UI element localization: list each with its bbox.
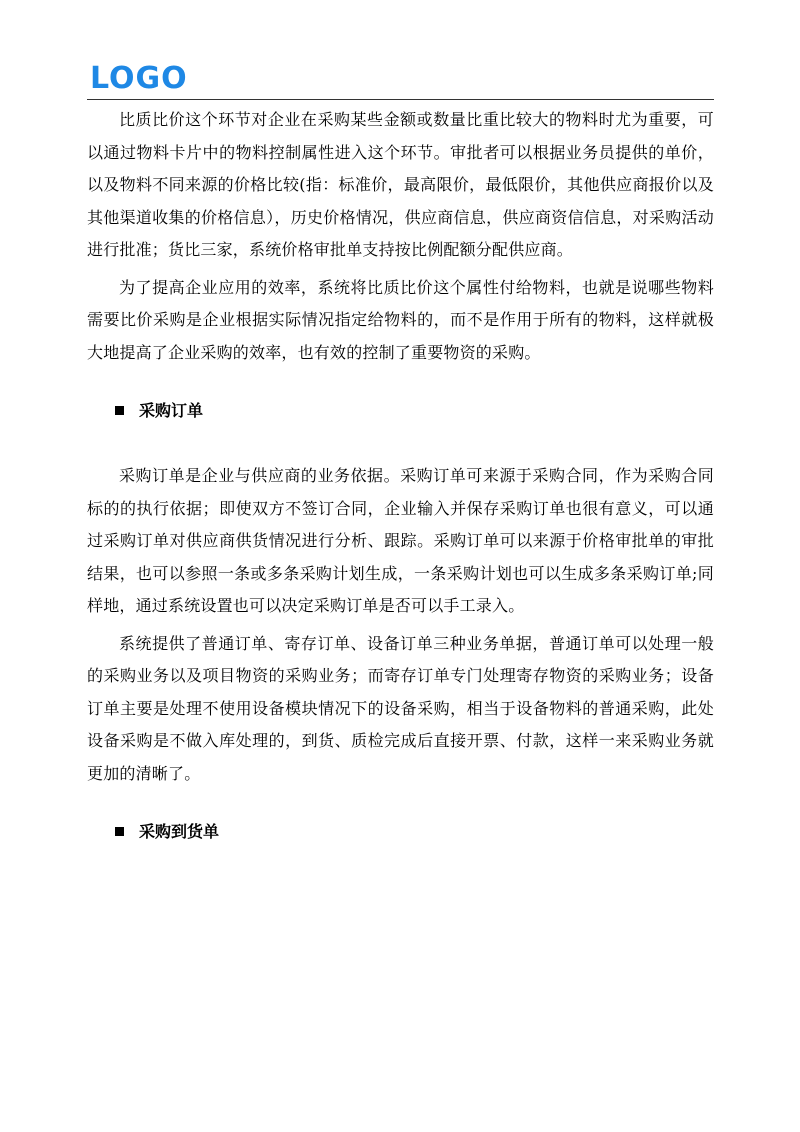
section-heading-purchase-order xyxy=(87,399,714,423)
document-body xyxy=(87,104,714,844)
paragraph-order-types: 系统提供了普通订单、寄存订单、设备订单三种业务单据，普通订单可以处理一般的采购业务以及项目物资的采购业务；而寄存订单专门处理寄存物资的采购业务；设备订单主要是处理不使用设备模块情况下的设备采购，相当于设备物料的普通采购，此处设备采购是不做入库处理的，到货、质检完成后直接开票、付款，这样一来采购业务就更加的清晰了。 xyxy=(87,633,714,783)
square-bullet-icon xyxy=(115,406,124,415)
square-bullet-icon xyxy=(115,827,124,836)
logo: LOGO xyxy=(90,61,188,96)
header-divider xyxy=(87,99,714,100)
paragraph-efficiency: 为了提高企业应用的效率，系统将比质比价这个属性付给物料，也就是说哪些物料需要比价采购是企业根据实际情况指定给物料的，而不是作用于所有的物料，这样就极大地提高了企业采购的效率，也有效的控制了重要物资的采购。 xyxy=(87,277,714,362)
paragraph-price-comparison: 比质比价这个环节对企业在采购某些金额或数量比重比较大的物料时尤为重要，可以通过物料卡片中的物料控制属性进入这个环节。审批者可以根据业务员提供的单价，以及物料不同来源的价格比较(指：标准价，最高限价，最低限价，其他供应商报价以及其他渠道收集的价格信息），历史价格情况，供应商信息，供应商资信信息，对采购活动进行批准；货比三家，系统价格审批单支持按比例配额分配供应商。 xyxy=(87,110,714,259)
section-heading-arrival-note xyxy=(87,820,714,844)
heading-text: 采购到货单 xyxy=(139,822,220,841)
heading-text: 采购订单 xyxy=(139,401,204,420)
paragraph-purchase-order: 采购订单是企业与供应商的业务依据。采购订单可来源于采购合同，作为采购合同标的的执行依据；即使双方不签订合同，企业输入并保存采购订单也很有意义，可以通过采购订单对供应商供货情况进行分析、跟踪。采购订单可以来源于价格审批单的审批结果，也可以参照一条或多条采购计划生成，一条采购计划也可以生成多条采购订单;同样地，通过系统设置也可以决定采购订单是否可以手工录入。 xyxy=(87,466,714,615)
